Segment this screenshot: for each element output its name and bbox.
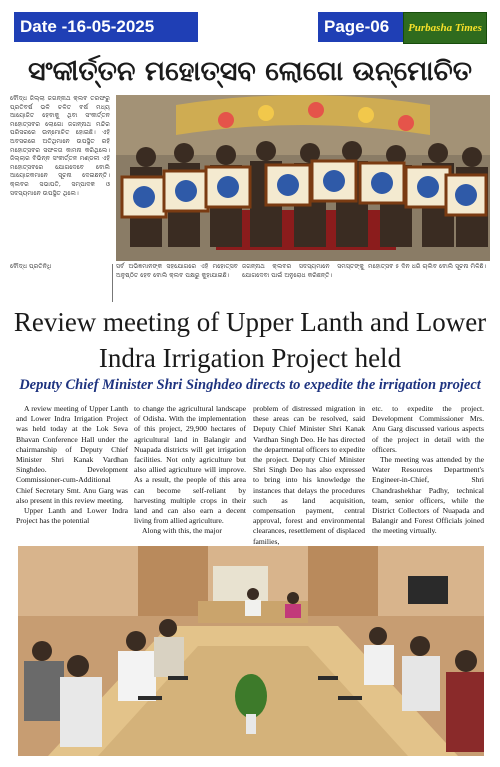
odia-left-column-continued: ବୌଦ୍ଧ ପ୍ରତିନିଧି — [10, 263, 52, 270]
article-paragraph: etc. to expedite the project. Development Commissioner Mrs. Anu Garg discussed various aspects of the project in detail with the officers. — [372, 404, 484, 454]
odia-bottom-column-3: ମହୋତ୍ସବ ୫ ଦିନ ଧରି ଚାଲିବ ବୋଲି ସୂଚନା ମିଳିଛି। — [368, 263, 487, 270]
newspaper-logo-text: Purbasha Times — [408, 22, 482, 34]
odia-bottom-column-1: ସର୍ବ ଅଭିଜ୍ଞମାନଙ୍କ ସହଯୋଗରେ ଏହି ମହୋତ୍ସବ ଅନୁଷ୍ଠିତ ହେବ ବୋଲି କ୍ଲବ ପକ୍ଷରୁ କୁହାଯାଇଛି। — [116, 263, 238, 279]
logo-launch-photo-illustration — [116, 95, 490, 261]
meeting-photo-illustration — [18, 546, 484, 756]
article-paragraph: The meeting was attended by the Water Resources Department's Engineer-in-Chief, Shri Chandrashekhar Padhy, technical team, senior officers, while the District Collectors of Nuapada and Balangir and Forest Officials joined the meeting virtually. — [372, 455, 484, 536]
newspaper-logo — [403, 12, 487, 44]
article-column-4 — [372, 404, 484, 540]
article-paragraph: Along with this, the major — [142, 526, 222, 536]
column-rule — [112, 264, 113, 302]
article-paragraph: to change the agricultural landscape of Odisha. With the implementation of this project, 29,900 hectares of agricultural land in Balangir and Nuapada districts will get irrigation facilities. Not only agriculture but also allied agriculture will improve. As a result, the people of this area can become self-reliant by harvesting multiple crops in their land and can also earn a decent living from allied agriculture. — [134, 404, 246, 526]
english-headline: Review meeting of Upper Lanth and Lower Indra Irrigation Project held — [13, 307, 487, 373]
odia-headline: ସଂକୀର୍ତ୍ତନ ମହୋତ୍ସବ ଲୋଗୋ ଉନ୍ମୋଚିତ — [28, 56, 472, 87]
logo-launch-photo — [116, 95, 490, 261]
article-paragraph: problem of distressed migration in these areas can be resolved, said Deputy Chief Minister Shri Kanak Vardhan Singh Deo. He has directed the departmental officers to expedite the project. Deputy Chief Minister Shri Singh Deo has also expressed to bring into his knowledge the instances that delays the procedures such as land acquisition, compensation payment, central approval, forest and environmental clearances, resettlement of displaced families, — [253, 404, 365, 546]
article-column-1 — [16, 404, 128, 540]
article-column-2 — [134, 404, 246, 540]
article-column-3 — [253, 404, 365, 546]
date-label: Date -16-05-2025 — [14, 12, 198, 42]
odia-left-column: ବୌଦ୍ଧ ଜିଲ୍ଲା ଜଗନ୍ନାଥ କ୍ଲବ ତରଫରୁ ପ୍ରତିବର୍ଷ ଭଳି ଚଳିତ ବର୍ଷ ମଧ୍ୟ ଆୟୋଜିତ ହେବାକୁ ଥିବା ସଂକୀର୍ତ୍ତନ ମହୋତ୍ସବର ଲୋଗୋ ଜଗନ୍ନାଥ ମନ୍ଦିର ପରିସରରେ ଉନ୍ମୋଚିତ ହୋଇଛି। ଏହି ଅବସରରେ ଅତିଥିମାନେ ଉପସ୍ଥିତ ରହି ମହୋତ୍ସବର ସଫଳତା କାମନା କରିଥିଲେ। ଜିଲ୍ଲାର ବିଭିନ୍ନ ସଂକୀର୍ତ୍ତନ ମଣ୍ଡଳୀ ଏହି ମହୋତ୍ସବରେ ଯୋଗଦେବେ ବୋଲି ଆୟୋଜକମାନେ ସୂଚନା ଦେଇଛନ୍ତି। କ୍ଲବର ସଭାପତି, ସମ୍ପାଦକ ଓ ସଦସ୍ୟମାନେ ଉପସ୍ଥିତ ଥିଲେ। — [10, 95, 110, 197]
article-paragraph: A review meeting of Upper Lanth and Lower Indra Irrigation Project was held today at the Lok Seva Bhavan Conference Hall under the chairmanship of Deputy Chief Minister Shri Kanak Vardhan Singhdeo. Development Commissioner-cum-Additional Chief Secretary Smt. Anu Garg was also present in this review meeting. — [16, 404, 128, 505]
page-number-label: Page-06 — [318, 12, 412, 42]
article-paragraph: Upper Lanth and Lower Indra Project has the potential — [16, 506, 128, 526]
english-subheadline: Deputy Chief Minister Shri Singhdeo directs to expedite the irrigation project — [19, 377, 481, 393]
odia-bottom-column-2: ଜଗନ୍ନାଥ କ୍ଲବର ସଦସ୍ୟମାନେ ସମସ୍ତଙ୍କୁ ଯୋଗଦେବା ପାଇଁ ଅନୁରୋଧ କରିଛନ୍ତି। — [242, 263, 364, 279]
meeting-photo — [18, 546, 484, 756]
